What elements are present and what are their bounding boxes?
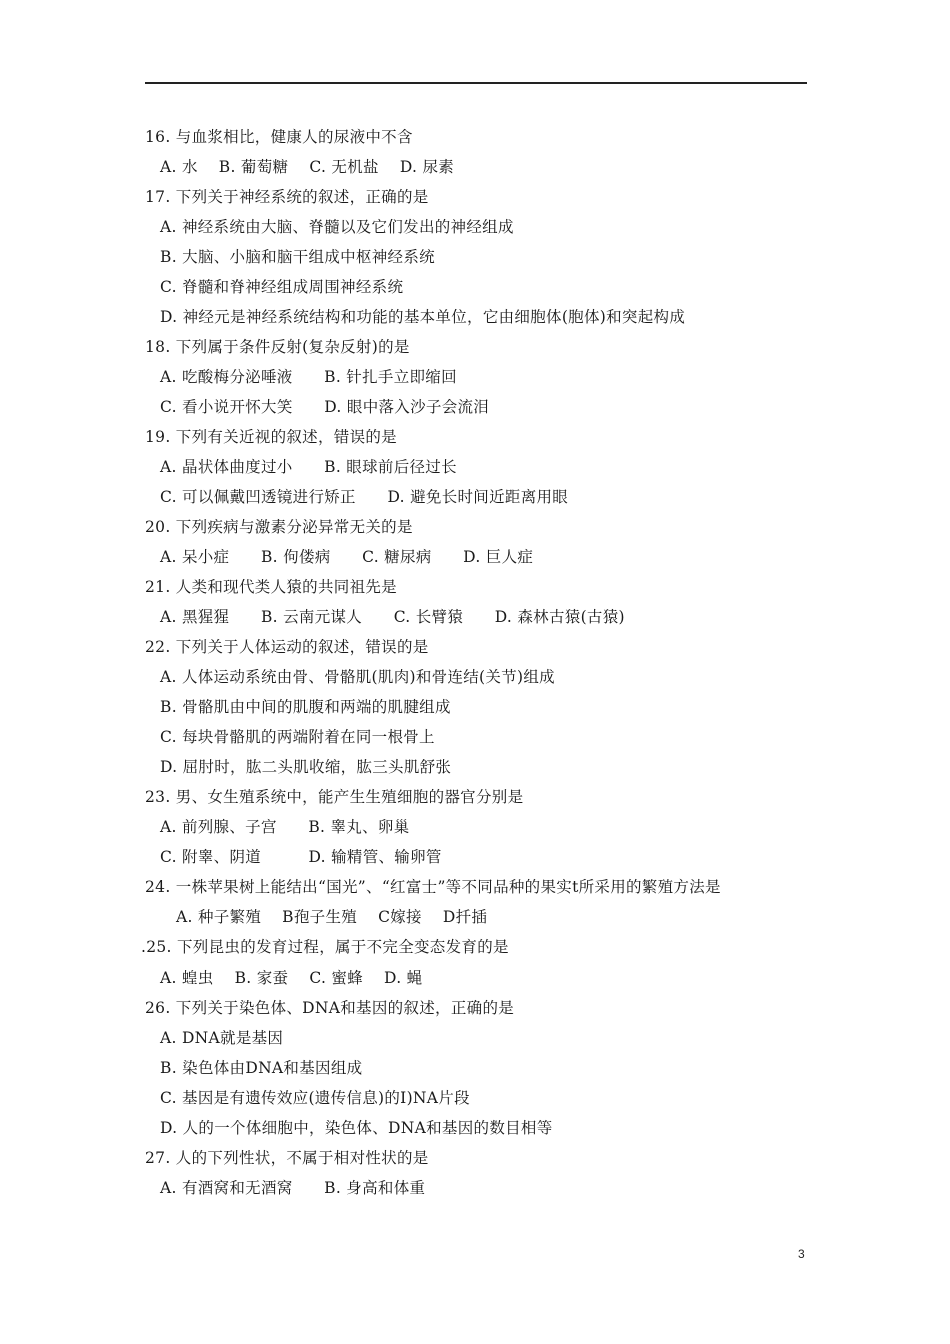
question-stem: 26. 下列关于染色体、DNA和基因的叙述，正确的是 [145,999,515,1017]
question-stem: 18. 下列属于条件反射(复杂反射)的是 [145,338,410,356]
question-stem: 17. 下列关于神经系统的叙述，正确的是 [145,188,429,206]
question-option: D. 屈肘时，肱二头肌收缩，肱三头肌舒张 [160,758,452,776]
question-option: C. 附睾、阴道 D. 输精管、输卵管 [160,848,442,866]
question-option: A. 有酒窝和无酒窝 B. 身高和体重 [160,1179,426,1197]
question-stem: 20. 下列疾病与激素分泌异常无关的是 [145,518,413,536]
question-option: B. 染色体由DNA和基因组成 [160,1059,363,1077]
question-option: A. 神经系统由大脑、脊髓以及它们发出的神经组成 [160,218,514,236]
question-option: C. 看小说开怀大笑 D. 眼中落入沙子会流泪 [160,398,490,416]
question-option: A. 蝗虫 B. 家蚕 C. 蜜蜂 D. 蝇 [160,969,423,987]
question-option: A. 呆小症 B. 佝偻病 C. 糖尿病 D. 巨人症 [160,548,534,566]
question-stem: 21. 人类和现代类人猿的共同祖先是 [145,578,397,596]
question-option: A. 水 B. 葡萄糖 C. 无机盐 D. 尿素 [160,158,455,176]
question-option: A. 种子繁殖 B孢子生殖 C嫁接 D扦插 [176,908,488,926]
question-option: A. 前列腺、子宫 B. 睾丸、卵巢 [160,818,410,836]
question-option: A. DNA就是基因 [160,1029,284,1047]
question-stem: 23. 男、女生殖系统中，能产生生殖细胞的器官分别是 [145,788,524,806]
question-option: A. 黑猩猩 B. 云南元谋人 C. 长臂猿 D. 森林古猿(古猿) [160,608,625,626]
question-option: C. 每块骨骼肌的两端附着在同一根骨上 [160,728,435,746]
question-option: C. 脊髓和脊神经组成周围神经系统 [160,278,404,296]
question-option: C. 基因是有遗传效应(遗传信息)的I)NA片段 [160,1089,470,1107]
question-option: B. 大脑、小脑和脑干组成中枢神经系统 [160,248,435,266]
question-stem: 22. 下列关于人体运动的叙述，错误的是 [145,638,429,656]
question-stem: 19. 下列有关近视的叙述，错误的是 [145,428,397,446]
question-stem: 27. 人的下列性状，不属于相对性状的是 [145,1149,429,1167]
question-option: B. 骨骼肌由中间的肌腹和两端的肌腱组成 [160,698,451,716]
question-option: A. 吃酸梅分泌唾液 B. 针扎手立即缩回 [160,368,457,386]
page-number: 3 [798,1247,805,1261]
question-stem: 16. 与血浆相比，健康人的尿液中不含 [145,128,413,146]
question-option: D. 人的一个体细胞中，染色体、DNA和基因的数目相等 [160,1119,553,1137]
question-option: A. 人体运动系统由骨、骨骼肌(肌肉)和骨连结(关节)组成 [160,668,555,686]
header-rule [145,82,807,84]
question-stem: .25. 下列昆虫的发育过程，属于不完全变态发育的是 [141,938,509,956]
question-option: C. 可以佩戴凹透镜进行矫正 D. 避免长时间近距离用眼 [160,488,569,506]
question-option: D. 神经元是神经系统结构和功能的基本单位，它由细胞体(胞体)和突起构成 [160,308,686,326]
question-option: A. 晶状体曲度过小 B. 眼球前后径过长 [160,458,457,476]
question-stem: 24. 一株苹果树上能结出“国光”、“红富士”等不同品种的果实t所采用的繁殖方法是 [145,878,721,896]
